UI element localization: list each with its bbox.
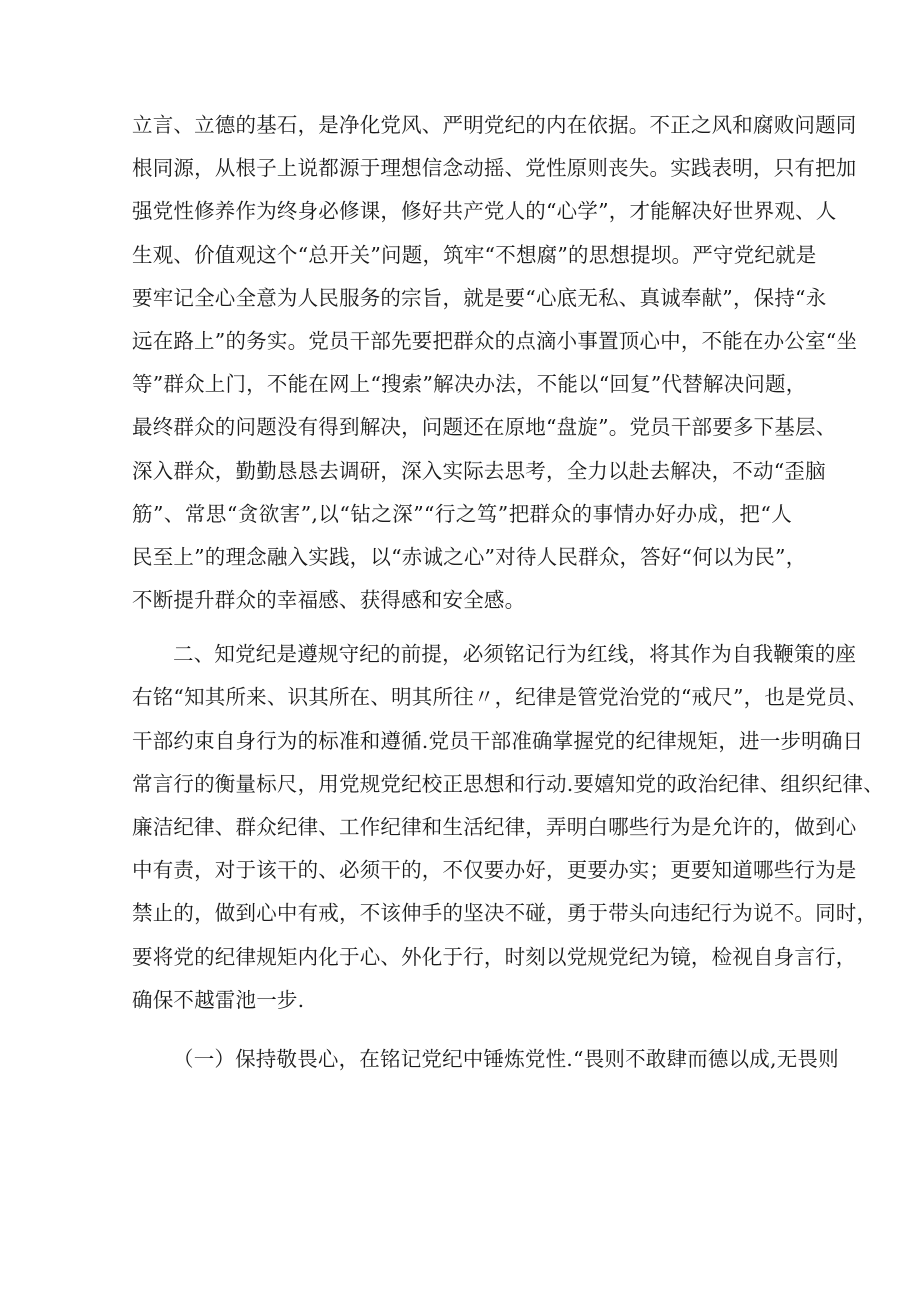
paragraph-gap <box>132 622 792 633</box>
paragraph-3 <box>132 1038 839 1081</box>
text-line: 确保不越雷池一步. <box>132 987 305 1012</box>
paragraph-gap <box>132 1022 792 1038</box>
text-line: 二、知党纪是遵规守纪的前提，必须铭记行为红线，将其作为自我鞭策的座 <box>173 642 857 667</box>
text-line: 筋”、常思“贪欲害”,以“钻之深”“行之笃”把群众的事情办好办成，把“人 <box>132 501 792 526</box>
text-line: 干部约束自身行为的标准和遵循.党员干部准确掌握党的纪律规矩，进一步明确日 <box>132 728 864 753</box>
text-line: （一）保持敬畏心，在铭记党纪中锤炼党性.“畏则不敢肆而德以成,无畏则 <box>173 1046 839 1071</box>
paragraph-2 <box>132 633 884 1022</box>
text-line: 常言行的衡量标尺，用党规党纪校正思想和行动.要嬉知党的政治纪律、组织纪律、 <box>132 771 884 796</box>
text-line: 深入群众，勤勤恳恳去调研，深入实际去思考，全力以赴去解决，不动“歪脑 <box>132 458 826 483</box>
paragraph-1 <box>132 104 858 622</box>
text-line: 立言、立德的基石，是净化党风、严明党纪的内在依据。不正之风和腐败问题同 <box>132 113 857 137</box>
text-line: 等”群众上门，不能在网上“搜索”解决办法，不能以“回复”代替解决问题， <box>132 372 807 397</box>
text-line: 民至上”的理念融入实践，以“赤诚之心”对待人民群众，答好“何以为民”， <box>132 544 807 569</box>
text-line: 中有责，对于该干的、必须干的，不仅要办好，更要办实；更要知道哪些行为是 <box>132 858 857 883</box>
text-line: 禁止的，做到心中有戒，不该伸手的坚决不碰，勇于带头向违纪行为说不。同时， <box>132 901 878 926</box>
document-page <box>132 104 884 1081</box>
text-line: 最终群众的问题没有得到解决，问题还在原地“盘旋”。党员干部要多下基层、 <box>132 415 837 440</box>
text-line: 要牢记全心全意为人民服务的宗旨，就是要“心底无私、真诚奉献”，保持“永 <box>132 285 827 310</box>
text-line: 远在路上”的务实。党员干部先要把群众的点滴小事置顶心中，不能在办公室“坐 <box>132 328 858 353</box>
text-line: 根同源，从根子上说都源于理想信念动摇、党性原则丧失。实践表明，只有把加 <box>132 156 857 181</box>
text-line: 右铭“知其所来、识其所在、明其所往〃，纪律是管党治党的“戒尺”，也是党员、 <box>132 685 868 710</box>
text-line: 不断提升群众的幸福感、获得感和安全感。 <box>132 588 526 613</box>
text-line: 生观、价值观这个“总开关”问题，筑牢“不想腐”的思想提坝。严守党纪就是 <box>132 242 817 267</box>
text-line: 要将党的纪律规矩内化于心、外化于行，时刻以党规党纪为镜，检视自身言行， <box>132 944 857 969</box>
text-line: 廉洁纪律、群众纪律、工作纪律和生活纪律，弄明白哪些行为是允许的，做到心 <box>132 815 857 839</box>
text-line: 强党性修养作为终身必修课，修好共产党人的“心学”，才能解决好世界观、人 <box>132 199 837 224</box>
